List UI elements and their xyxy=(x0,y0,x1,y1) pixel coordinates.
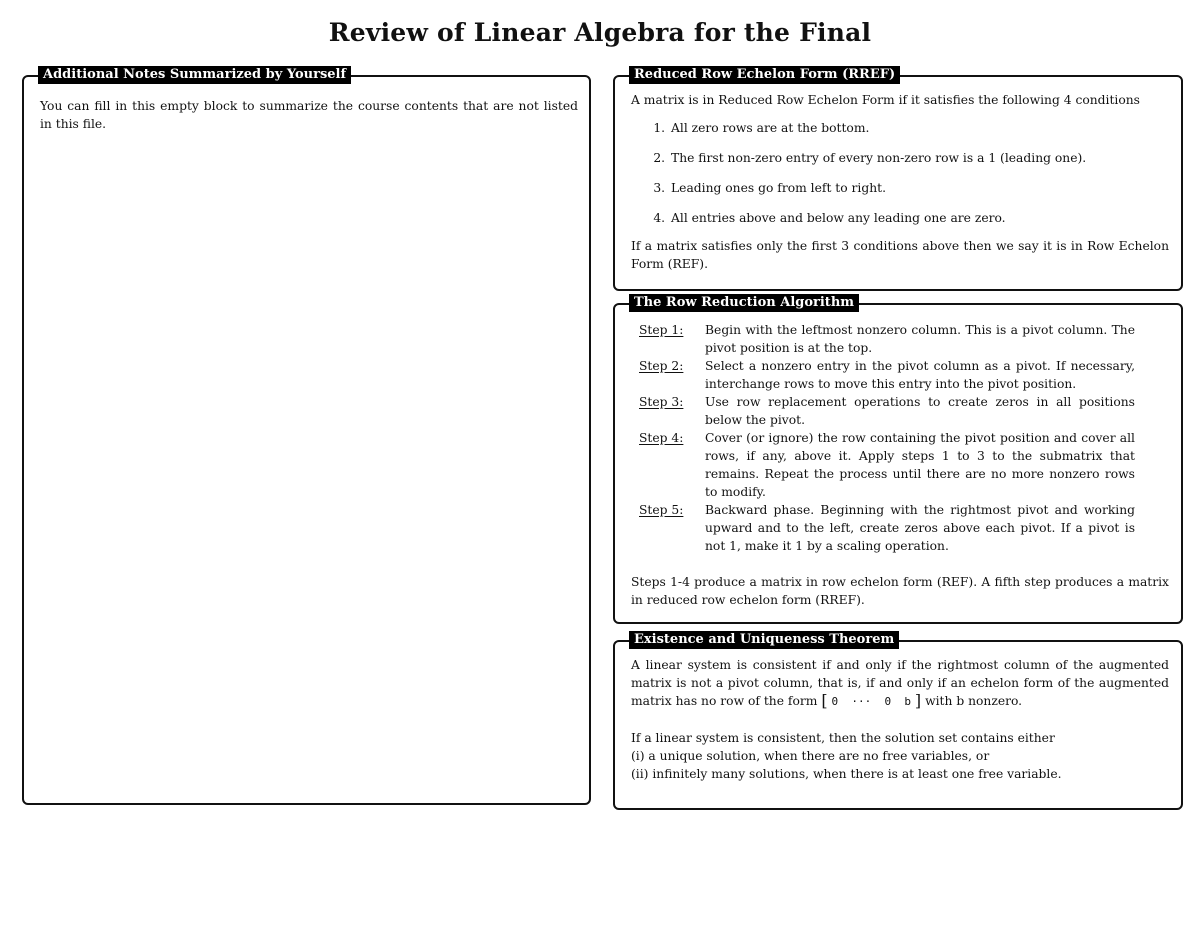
rref-box-label: Reduced Row Echelon Form (RREF) xyxy=(629,66,900,84)
rref-outro: If a matrix satisfies only the first 3 conditions above then we say it is in Row Echelon Form (REF). xyxy=(631,239,1169,271)
theorem-line: If a linear system is consistent, then the solution set contains either xyxy=(631,731,1055,745)
step-label: Step 1: xyxy=(639,323,684,337)
theorem-text-after: with b nonzero. xyxy=(925,694,1023,708)
algorithm-step xyxy=(639,393,1135,429)
algorithm-box-label: The Row Reduction Algorithm xyxy=(629,294,859,312)
rref-condition: 3. Leading ones go from left to right. xyxy=(669,179,1169,197)
matrix-row: 0 ··· 0 b xyxy=(831,695,911,708)
notes-text: You can fill in this empty block to summarize the course contents that are not listed in this file. xyxy=(40,99,578,131)
algorithm-steps xyxy=(639,321,1135,555)
theorem-text-before: A linear system is consistent if and only if the rightmost column of the augmented matrix is not a pivot column, that is, if and only if an echelon form of the augmented matrix has no row of the form xyxy=(631,658,1169,708)
step-label: Step 3: xyxy=(639,395,684,409)
theorem-line: (i) a unique solution, when there are no free variables, or xyxy=(631,749,990,763)
notes-box-label: Additional Notes Summarized by Yourself xyxy=(38,66,351,84)
page-title: Review of Linear Algebra for the Final xyxy=(328,18,872,47)
algorithm-step xyxy=(639,321,1135,357)
algorithm-step xyxy=(639,429,1135,501)
step-text: Use row replacement operations to create zeros in all positions below the pivot. xyxy=(705,395,1135,427)
algorithm-summary: Steps 1-4 produce a matrix in row echelon form (REF). A fifth step produces a matrix in reduced row echelon form (RREF). xyxy=(631,575,1169,607)
notes-box xyxy=(22,67,591,805)
step-text: Cover (or ignore) the row containing the pivot position and cover all rows, if any, above it. Apply steps 1 to 3 to the submatrix that remains. Repeat the process until there are no more nonzero rows to modify. xyxy=(705,431,1135,499)
algorithm-box xyxy=(613,295,1183,624)
rref-intro: A matrix is in Reduced Row Echelon Form if it satisfies the following 4 conditions xyxy=(631,93,1140,107)
theorem-paragraph xyxy=(631,656,1169,711)
right-bracket: ] xyxy=(914,691,922,710)
step-text: Backward phase. Beginning with the rightmost pivot and working upward and to the left, create zeros above each pivot. If a pivot is not 1, make it 1 by a scaling operation. xyxy=(705,503,1135,553)
step-label: Step 4: xyxy=(639,431,684,445)
left-bracket: [ xyxy=(821,691,828,710)
rref-condition: 1. All zero rows are at the bottom. xyxy=(669,119,1169,137)
theorem-box-label: Existence and Uniqueness Theorem xyxy=(629,631,899,649)
rref-condition: 4. All entries above and below any leading one are zero. xyxy=(669,209,1169,227)
step-text: Begin with the leftmost nonzero column. This is a pivot column. The pivot position is at the top. xyxy=(705,323,1135,355)
rref-conditions-list xyxy=(631,119,1169,227)
rref-condition: 2. The first non-zero entry of every non-zero row is a 1 (leading one). xyxy=(669,149,1169,167)
algorithm-step xyxy=(639,501,1135,555)
theorem-line: (ii) infinitely many solutions, when there is at least one free variable. xyxy=(631,767,1062,781)
rref-box xyxy=(613,67,1183,291)
step-label: Step 2: xyxy=(639,359,684,373)
step-text: Select a nonzero entry in the pivot column as a pivot. If necessary, interchange rows to move this entry into the pivot position. xyxy=(705,359,1135,391)
algorithm-step xyxy=(639,357,1135,393)
step-label: Step 5: xyxy=(639,503,684,517)
theorem-box xyxy=(613,632,1183,810)
